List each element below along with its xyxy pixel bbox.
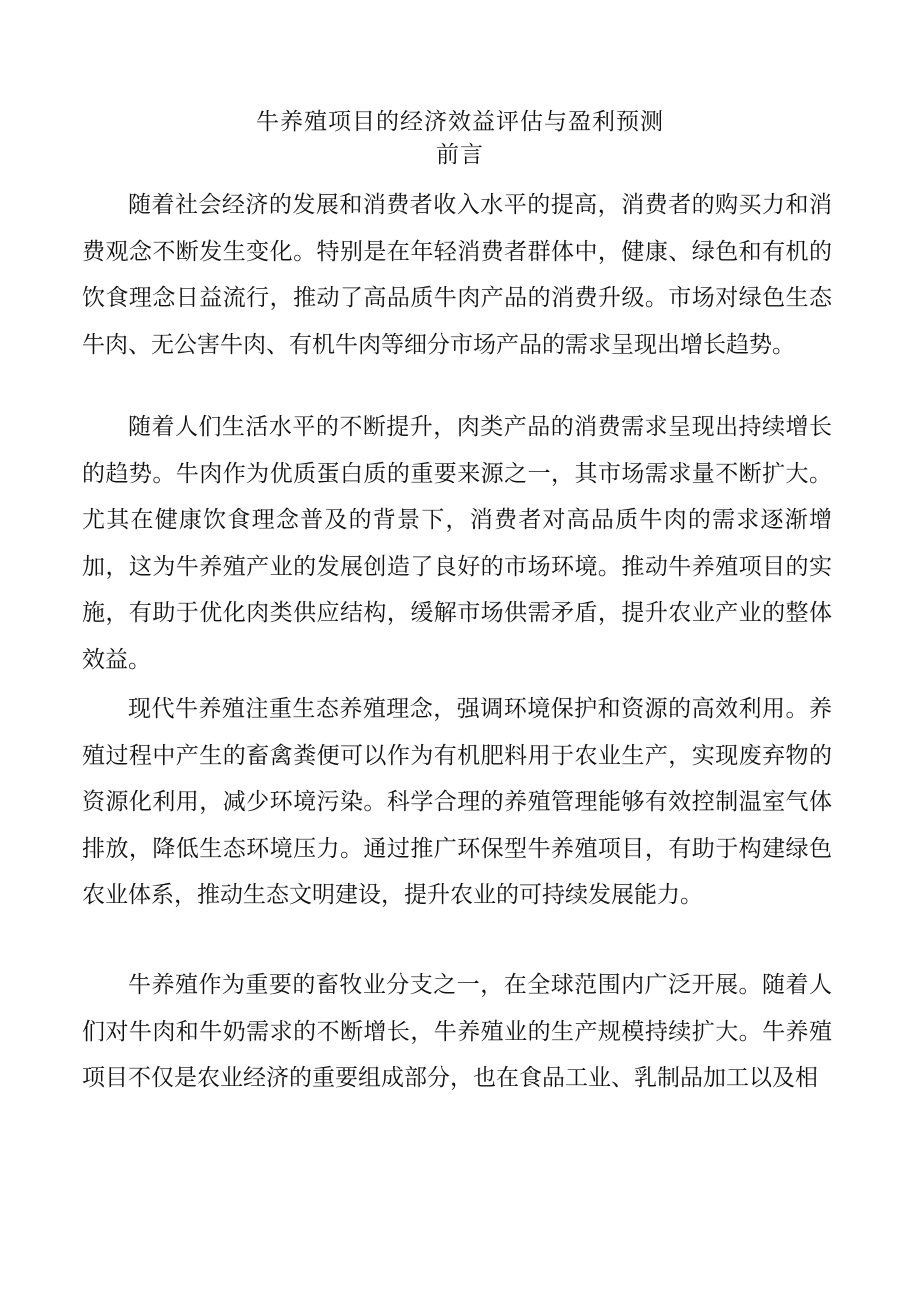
paragraph: 随着人们生活水平的不断提升，肉类产品的消费需求呈现出持续增长的趋势。牛肉作为优质蛋白质的重要来源之一，其市场需求量不断扩大。尤其在健康饮食理念普及的背景下，消费者对高品质牛肉的需求逐渐增加，这为牛养殖产业的发展创造了良好的市场环境。推动牛养殖项目的实施，有助于优化肉类供应结构，缓解市场供需矛盾，提升农业产业的整体效益。 [82,414,832,673]
section-heading: 前言 [436,142,484,168]
document-title: 牛养殖项目的经济效益评估与盈利预测 [256,109,664,135]
paragraph: 随着社会经济的发展和消费者收入水平的提高，消费者的购买力和消费观念不断发生变化。特别是在年轻消费者群体中，健康、绿色和有机的饮食理念日益流行，推动了高品质牛肉产品的消费升级。市场对绿色生态牛肉、无公害牛肉、有机牛肉等细分市场产品的需求呈现出增长趋势。 [82,192,832,358]
paragraph: 牛养殖作为重要的畜牧业分支之一，在全球范围内广泛开展。随着人们对牛肉和牛奶需求的不断增长，牛养殖业的生产规模持续扩大。牛养殖项目不仅是农业经济的重要组成部分，也在食品工业、乳制品加工以及相 [82,972,832,1091]
paragraph: 现代牛养殖注重生态养殖理念，强调环境保护和资源的高效利用。养殖过程中产生的畜禽粪便可以作为有机肥料用于农业生产，实现废弃物的资源化利用，减少环境污染。科学合理的养殖管理能够有效控制温室气体排放，降低生态环境压力。通过推广环保型牛养殖项目，有助于构建绿色农业体系，推动生态文明建设，提升农业的可持续发展能力。 [82,696,832,908]
